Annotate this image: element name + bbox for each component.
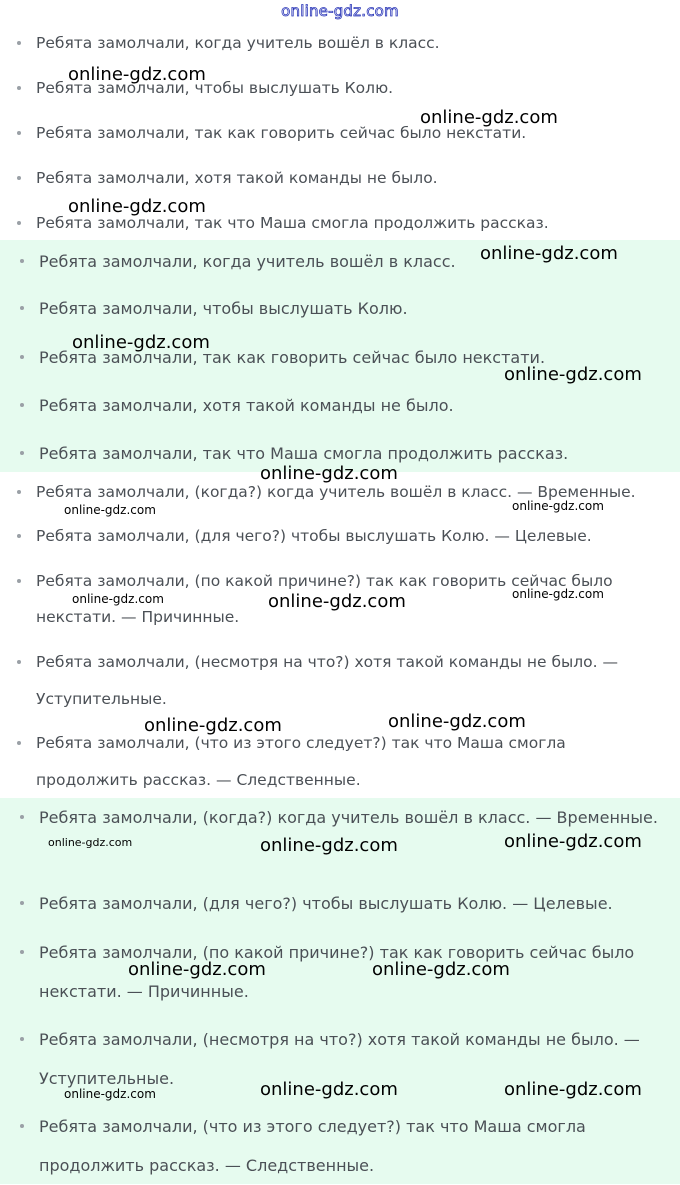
list-item: Ребята замолчали, (когда?) когда учитель вошёл в класс. — Временные. (39, 798, 662, 837)
watermark: online-gdz.com (64, 1087, 156, 1101)
list-section-3 (0, 472, 680, 798)
list-item: Ребята замолчали, (когда?) когда учитель вошёл в класс. — Временные. (36, 474, 662, 511)
list-item: Ребята замолчали, хотя такой команды не было. (39, 386, 662, 425)
watermark: online-gdz.com (372, 959, 510, 980)
watermark: online-gdz.com (420, 107, 558, 128)
header-watermark: online-gdz.com (281, 2, 399, 20)
watermark: online-gdz.com (72, 332, 210, 353)
list-item: Ребята замолчали, (что из этого следует?) так что Маша смогла продолжить рассказ. — Следственные. (36, 725, 662, 799)
watermark: online-gdz.com (504, 364, 642, 385)
watermark: online-gdz.com (72, 592, 164, 606)
list-item: Ребята замолчали, так что Маша смогла продолжить рассказ. (39, 434, 662, 473)
watermark: online-gdz.com (64, 503, 156, 517)
list-item: Ребята замолчали, (по какой причине?) так как говорить сейчас было некстати. — Причинные. (39, 933, 662, 1011)
watermark: online-gdz.com (68, 196, 206, 217)
watermark: online-gdz.com (144, 715, 282, 736)
watermark: online-gdz.com (480, 243, 618, 264)
list-item: Ребята замолчали, хотя такой команды не было. (36, 160, 662, 197)
list-item: Ребята замолчали, чтобы выслушать Колю. (36, 70, 662, 107)
list-item: Ребята замолчали, так как говорить сейчас было некстати. (36, 115, 662, 152)
list-item: Ребята замолчали, так что Маша смогла продолжить рассказ. (36, 205, 662, 242)
watermark: online-gdz.com (68, 64, 206, 85)
watermark: online-gdz.com (260, 463, 398, 484)
watermark: online-gdz.com (512, 499, 604, 513)
list-item: Ребята замолчали, (по какой причине?) так как говорить сейчас было некстати. — Причинные. (36, 563, 662, 635)
watermark: online-gdz.com (48, 836, 133, 849)
watermark: online-gdz.com (512, 587, 604, 601)
watermark: online-gdz.com (260, 1079, 398, 1100)
list-item: Ребята замолчали, (для чего?) чтобы выслушать Колю. — Целевые. (36, 518, 662, 555)
watermark: online-gdz.com (260, 835, 398, 856)
watermark: online-gdz.com (388, 711, 526, 732)
list-item: Ребята замолчали, (для чего?) чтобы выслушать Колю. — Целевые. (39, 884, 662, 923)
list-item: Ребята замолчали, так как говорить сейчас было некстати. (39, 338, 662, 377)
watermark: online-gdz.com (504, 831, 642, 852)
list-item: Ребята замолчали, чтобы выслушать Колю. (39, 289, 662, 328)
watermark: online-gdz.com (128, 959, 266, 980)
list-item: Ребята замолчали, (несмотря на что?) хотя такой команды не было. — Уступительные. (39, 1020, 662, 1098)
list-item: Ребята замолчали, когда учитель вошёл в класс. (39, 242, 662, 281)
list-item: Ребята замолчали, (несмотря на что?) хотя такой команды не было. — Уступительные. (36, 644, 662, 718)
watermark: online-gdz.com (268, 591, 406, 612)
list-section-2 (0, 240, 680, 472)
watermark: online-gdz.com (504, 1079, 642, 1100)
list-item: Ребята замолчали, когда учитель вошёл в класс. (36, 25, 662, 62)
list-item: Ребята замолчали, (что из этого следует?) так что Маша смогла продолжить рассказ. — Следственные. (39, 1107, 662, 1185)
